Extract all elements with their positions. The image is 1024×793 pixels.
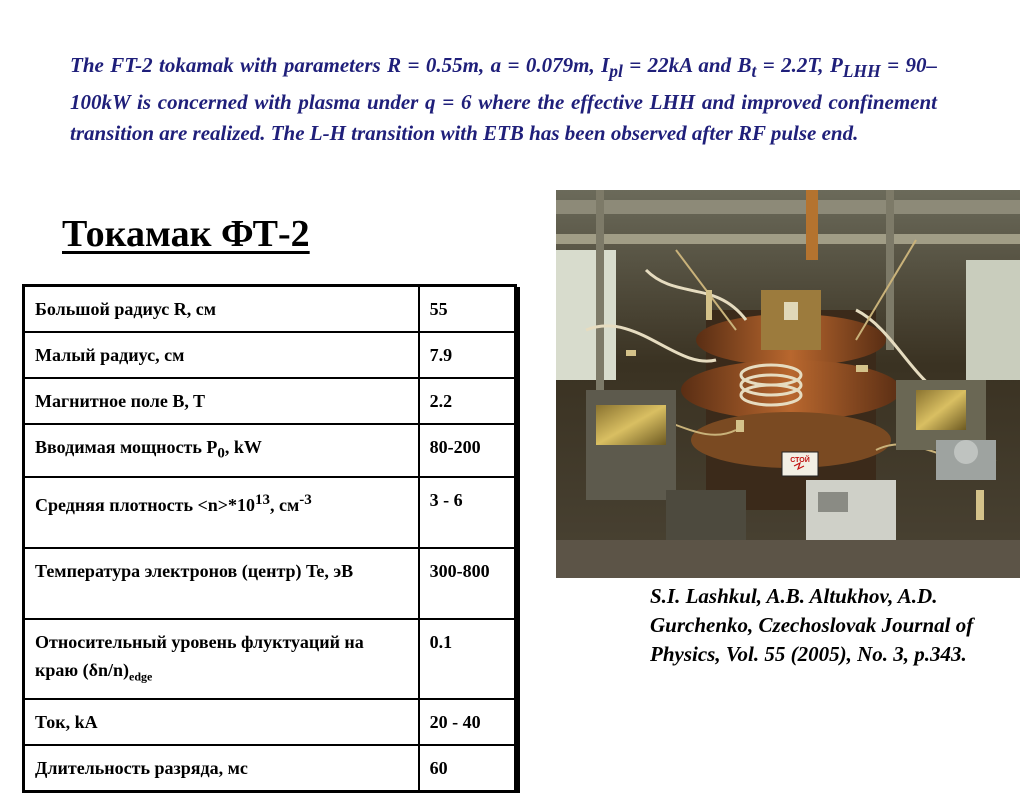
row-label-sup: 13 — [255, 491, 271, 508]
row-value: 60 — [419, 745, 516, 792]
slide-title: Токамак ФТ-2 — [62, 213, 310, 255]
table-row — [24, 619, 516, 700]
row-value: 3 - 6 — [419, 477, 516, 548]
intro-sub-t: t — [751, 61, 757, 82]
row-label-sub: 0 — [217, 445, 225, 462]
row-value: 0.1 — [419, 619, 516, 700]
intro-text-2: = 22kA and B — [622, 53, 752, 77]
intro-sub-pl: pl — [609, 61, 623, 82]
table-row — [24, 699, 516, 745]
intro-sub-lhh: LHH — [842, 61, 881, 82]
row-label-text: Относительный уровень флуктуаций на краю (δn/n) — [35, 631, 364, 680]
table-row — [24, 745, 516, 792]
warning-sign-text: СТОЙ — [790, 457, 810, 464]
row-label — [24, 619, 419, 700]
row-label — [24, 424, 419, 477]
table-row — [24, 378, 516, 424]
intro-text-1: The FT-2 tokamak with parameters R = 0.55m, a = 0.079m, I — [70, 53, 610, 77]
row-label-sub: edge — [129, 669, 153, 684]
table-row — [24, 332, 516, 378]
citation: S.I. Lashkul, A.B. Altukhov, A.D. Gurchenko, Czechoslovak Journal of Physics, Vol. 55 (2005), No. 3, p.343. — [650, 584, 974, 666]
table-row — [24, 286, 516, 333]
table-row — [24, 477, 516, 548]
intro-paragraph — [70, 50, 937, 149]
row-label-text: Средняя плотность <n>*10 — [35, 494, 256, 515]
row-label-text: , kW — [224, 437, 262, 457]
row-label: Магнитное поле B, T — [24, 378, 419, 424]
intro-text-3: = 2.2T, P — [756, 53, 843, 77]
row-value: 300-800 — [419, 548, 516, 619]
row-value: 7.9 — [419, 332, 516, 378]
row-label-text: Вводимая мощность P — [35, 437, 218, 457]
row-value: 80-200 — [419, 424, 516, 477]
table-row — [24, 424, 516, 477]
row-label: Температура электронов (центр) Te, эВ — [24, 548, 419, 619]
intro-text-4: = 90–100kW is concerned with plasma under q = 6 where the effective LHH and improved confinement transition are realized. The L-H transition with ETB has been observed after RF pulse end. — [70, 53, 937, 146]
parameters-table — [22, 284, 517, 793]
row-value: 20 - 40 — [419, 699, 516, 745]
tokamak-photo — [556, 190, 1020, 578]
row-label-sup: -3 — [299, 491, 312, 508]
row-label: Малый радиус, см — [24, 332, 419, 378]
row-label: Большой радиус R, см — [24, 286, 419, 333]
row-label: Длительность разряда, мс — [24, 745, 419, 792]
row-value: 55 — [419, 286, 516, 333]
row-value: 2.2 — [419, 378, 516, 424]
tokamak-photo-drawing — [556, 190, 1020, 578]
row-label: Ток, kA — [24, 699, 419, 745]
table-row — [24, 548, 516, 619]
row-label — [24, 477, 419, 548]
row-label-text: , см — [270, 494, 300, 515]
